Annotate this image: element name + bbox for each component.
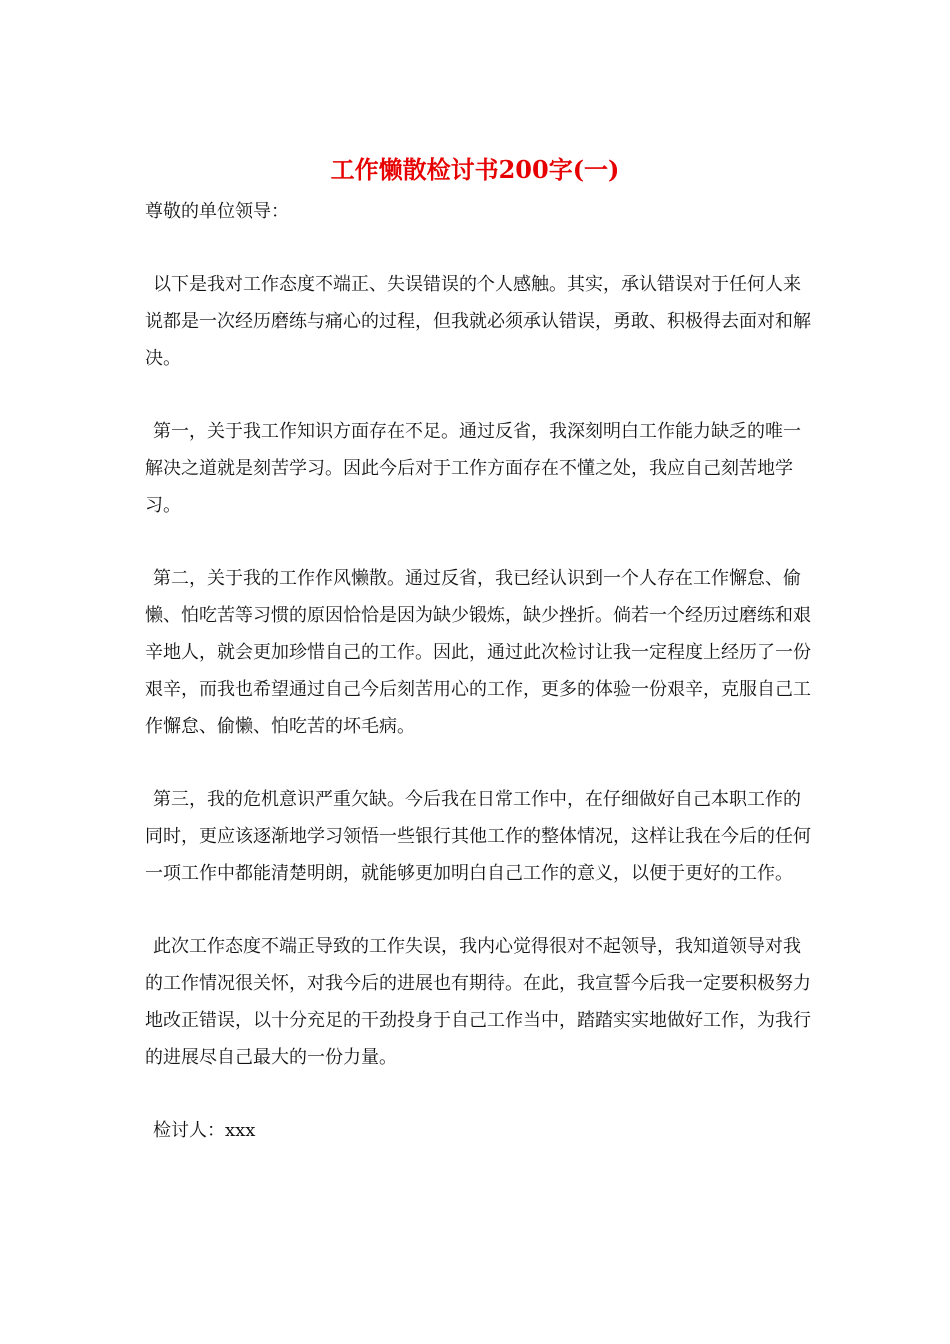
document-title: 工作懒散检讨书200字(一) — [330, 155, 620, 184]
paragraph-closing: 此次工作态度不端正导致的工作失误，我内心觉得很对不起领导，我知道领导对我的工作情况很关怀，对我今后的进展也有期待。在此，我宣誓今后我一定要积极努力地改正错误，以十分充足的干劲投身于自己工作当中，踏踏实实地做好工作，为我行的进展尽自己最大的一份力量。 — [145, 936, 811, 1068]
paragraph-third: 第三，我的危机意识严重欠缺。今后我在日常工作中，在仔细做好自己本职工作的同时，更应该逐渐地学习领悟一些银行其他工作的整体情况，这样让我在今后的任何一项工作中都能清楚明朗，就能够更加明白自己工作的意义，以便于更好的工作。 — [145, 789, 811, 884]
paragraph-first: 第一，关于我工作知识方面存在不足。通过反省，我深刻明白工作能力缺乏的唯一解决之道就是刻苦学习。因此今后对于工作方面存在不懂之处，我应自己刻苦地学习。 — [145, 421, 801, 516]
document-body — [145, 193, 815, 1149]
paragraph-intro: 以下是我对工作态度不端正、失误错误的个人感触。其实，承认错误对于任何人来说都是一次经历磨练与痛心的过程，但我就必须承认错误，勇敢、积极得去面对和解决。 — [145, 274, 811, 369]
salutation: 尊敬的单位领导： — [145, 201, 289, 222]
signature: 检讨人：xxx — [153, 1120, 256, 1141]
paragraph-second: 第二，关于我的工作作风懒散。通过反省，我已经认识到一个人存在工作懈怠、偷懒、怕吃苦等习惯的原因恰恰是因为缺少锻炼，缺少挫折。倘若一个经历过磨练和艰辛地人，就会更加珍惜自己的工作。因此，通过此次检讨让我一定程度上经历了一份艰辛，而我也希望通过自己今后刻苦用心的工作，更多的体验一份艰辛，克服自己工作懈怠、偷懒、怕吃苦的坏毛病。 — [145, 568, 811, 737]
